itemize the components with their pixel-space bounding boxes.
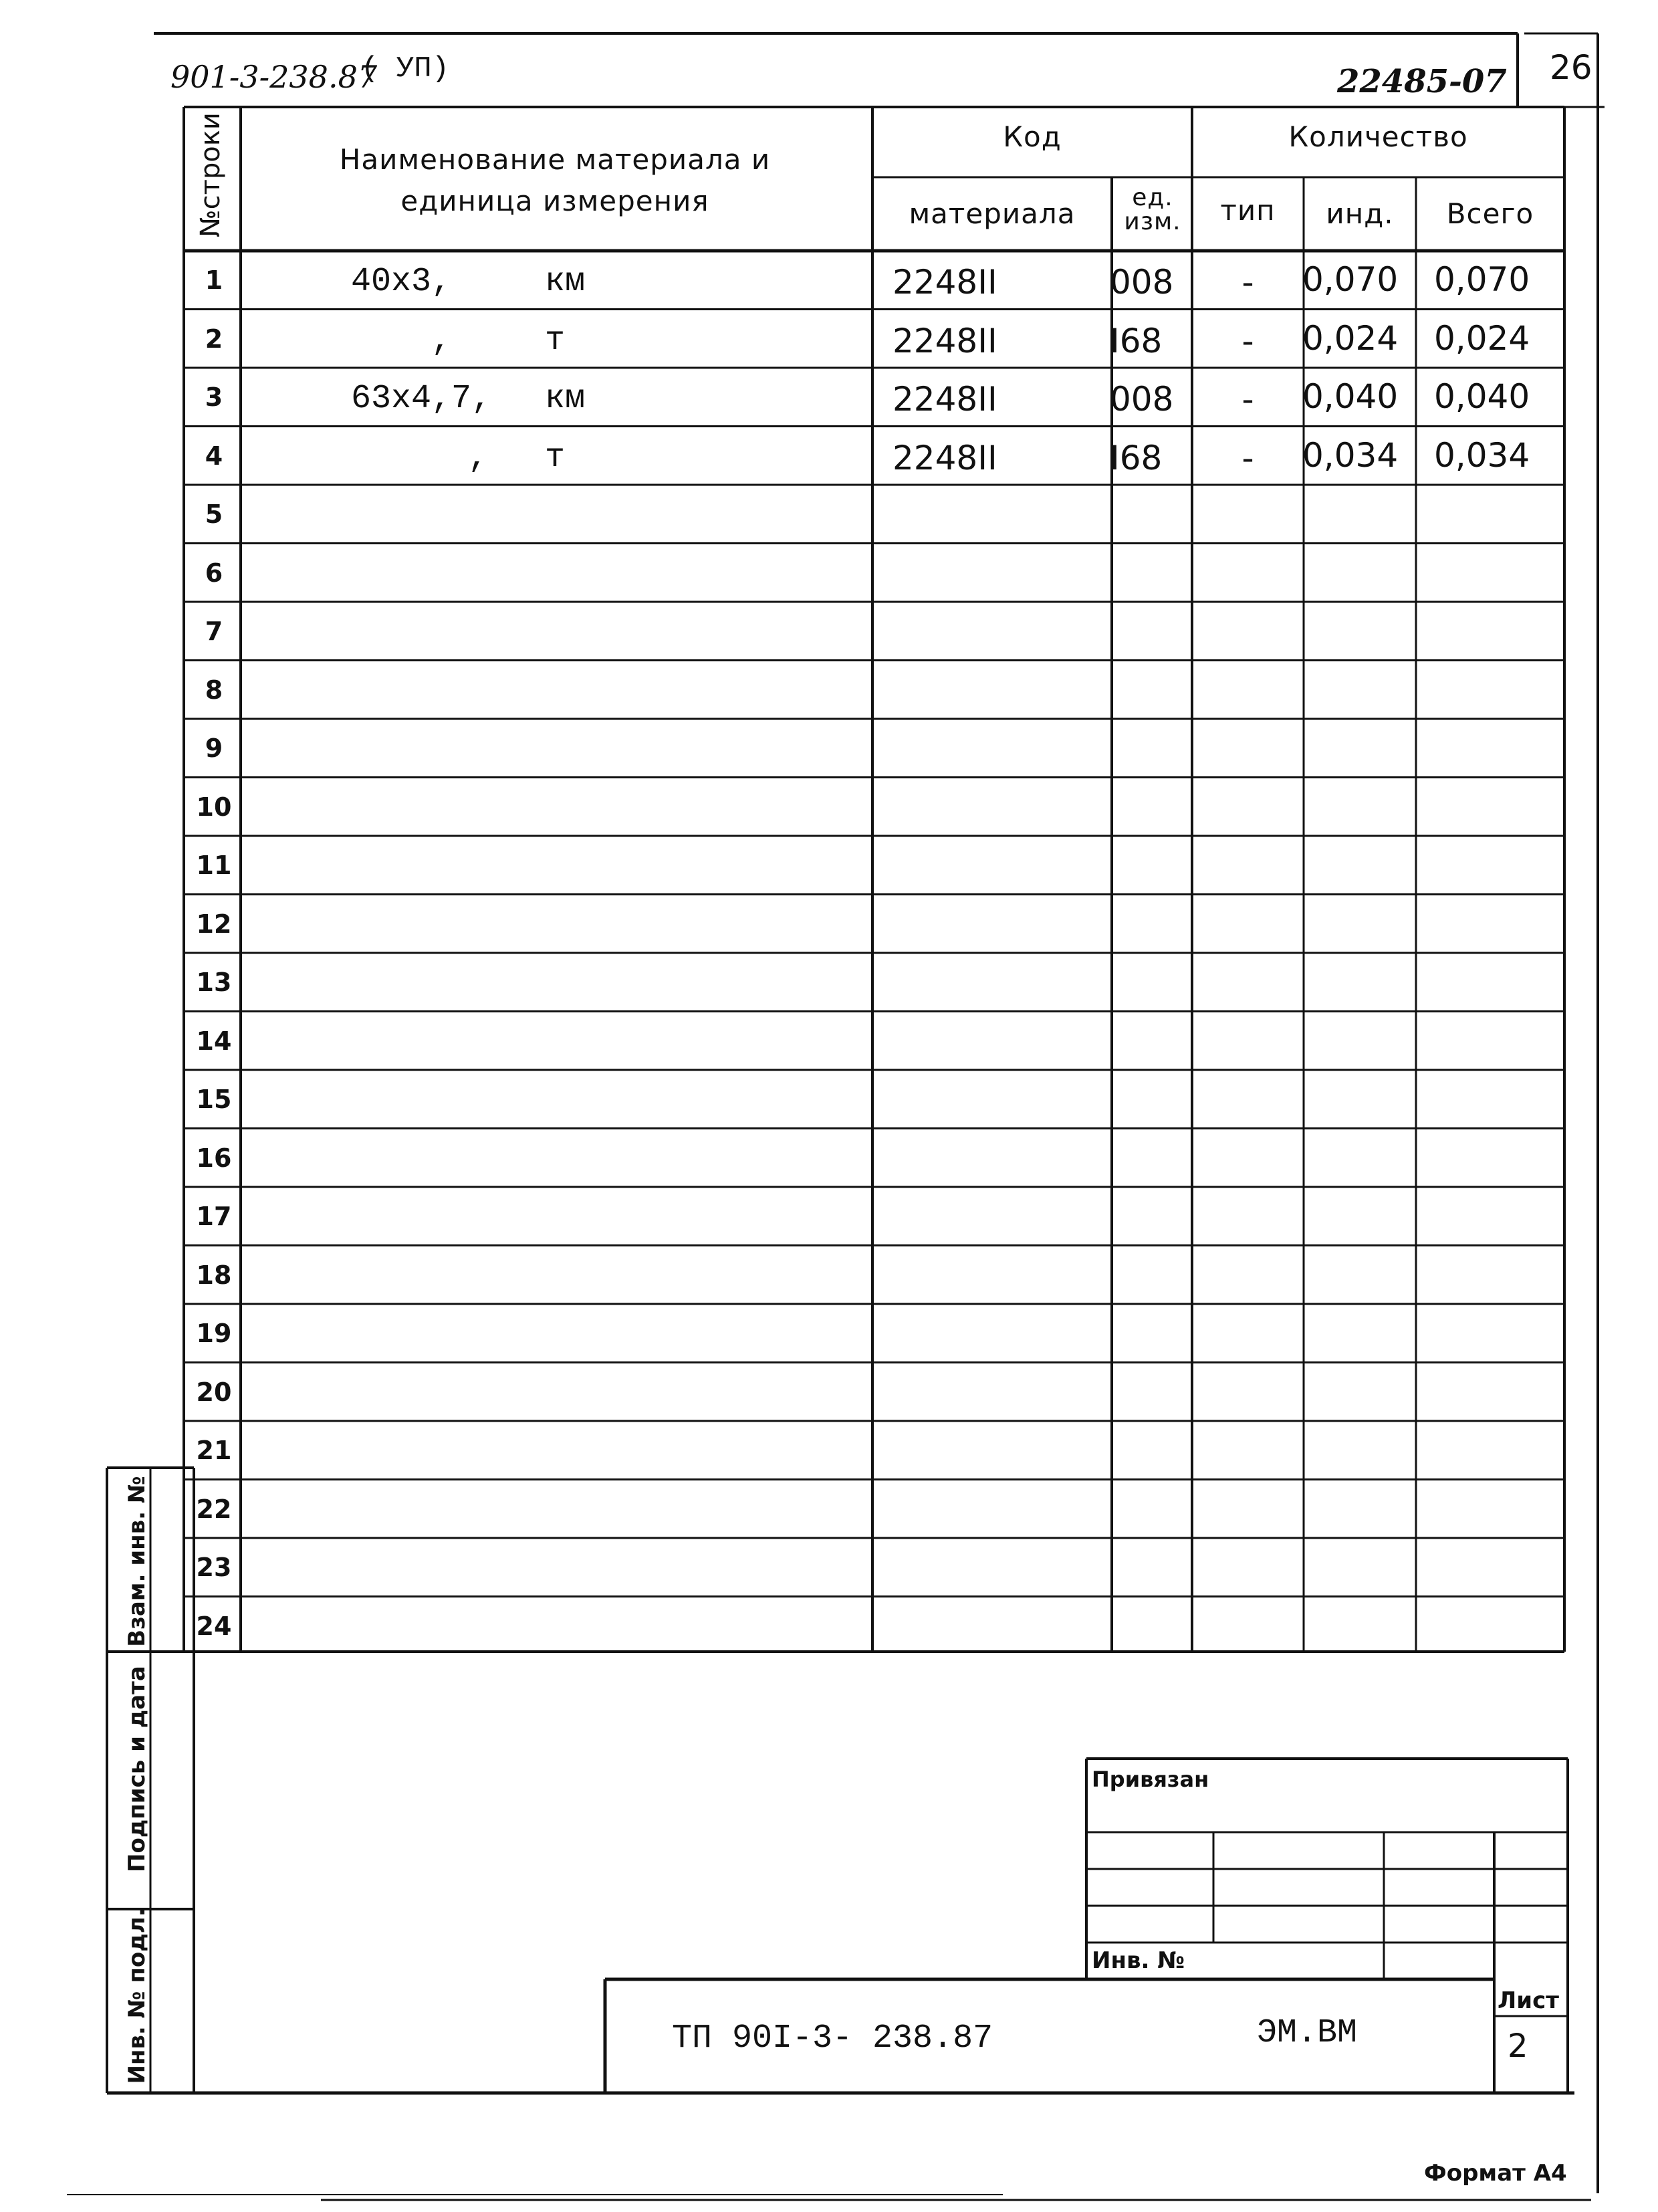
row-number: 11: [196, 851, 232, 880]
row-number: 1: [205, 265, 223, 295]
material-code: 2248II: [893, 380, 997, 419]
material-name: ,: [431, 321, 452, 360]
row-number: 9: [205, 734, 223, 763]
document-code: 901-3-238.87: [170, 59, 378, 95]
quantity-total: 0,070: [1434, 260, 1530, 299]
row-number-header: №строки: [195, 112, 226, 237]
row-number: 14: [196, 1026, 232, 1056]
quantity-individual: 0,040: [1302, 377, 1399, 416]
sheet-number: 2: [1508, 2027, 1528, 2065]
quantity-total: 0,024: [1434, 318, 1530, 358]
document-mark: ЭМ.ВМ: [1257, 2014, 1358, 2052]
individual-header: инд.: [1326, 197, 1394, 230]
material-code: 2248II: [893, 321, 997, 360]
row-number: 7: [205, 617, 223, 646]
row-number: 23: [196, 1553, 232, 1582]
quantity-individual: 0,070: [1302, 260, 1399, 299]
material-code: 2248II: [893, 263, 997, 302]
row-number: 8: [205, 675, 223, 705]
replacement-inventory-label: Взам. инв. №: [124, 1476, 150, 1647]
code-group-header: Код: [1003, 120, 1062, 153]
unit-label: км: [545, 380, 586, 418]
material-name: 40x3,: [351, 263, 452, 301]
total-header: Всего: [1446, 197, 1534, 230]
unit-code: I68: [1110, 438, 1163, 477]
unit-label: км: [545, 263, 586, 301]
row-number: 18: [196, 1260, 232, 1290]
quantity-total: 0,034: [1434, 435, 1530, 475]
quantity-type: -: [1241, 438, 1254, 477]
row-number: 24: [196, 1611, 232, 1641]
signature-date-label: Подпись и дата: [124, 1666, 150, 1872]
material-code-header: материала: [909, 197, 1076, 230]
row-number: 6: [205, 558, 223, 588]
row-number: 19: [196, 1319, 232, 1348]
row-number: 21: [196, 1436, 232, 1465]
row-number: 20: [196, 1377, 232, 1407]
paper-format: Формат А4: [1424, 2160, 1567, 2187]
material-name: ,: [468, 438, 489, 477]
quantity-individual: 0,024: [1302, 318, 1399, 358]
material-code: 2248II: [893, 438, 997, 477]
unit-code: 008: [1110, 380, 1174, 419]
material-name: 63x4,7,: [351, 380, 492, 418]
unit-label: т: [545, 321, 566, 360]
sheet-label: Лист: [1498, 1987, 1559, 2014]
quantity-type: -: [1241, 321, 1254, 360]
name-header: Наименование материала и единица измерения: [339, 143, 771, 217]
quantity-group-header: Количество: [1288, 120, 1468, 153]
row-number: 17: [196, 1202, 232, 1231]
row-number: 4: [205, 441, 223, 471]
original-inventory-label: Инв. № подл.: [124, 1908, 150, 2084]
row-number: 22: [196, 1494, 232, 1524]
row-number: 10: [196, 792, 232, 822]
inventory-code: 22485-07: [1337, 63, 1507, 100]
privyazan-label: Привязан: [1092, 1767, 1209, 1792]
inventory-number-label: Инв. №: [1092, 1947, 1185, 1974]
unit-code-header: ед. изм.: [1124, 184, 1181, 235]
row-number: 15: [196, 1085, 232, 1114]
row-number: 5: [205, 500, 223, 529]
row-number: 2: [205, 324, 223, 354]
unit-label: т: [545, 438, 566, 477]
quantity-total: 0,040: [1434, 377, 1530, 416]
page-number: 26: [1550, 48, 1592, 87]
unit-code: 008: [1110, 263, 1174, 302]
row-number: 12: [196, 909, 232, 939]
quantity-individual: 0,034: [1302, 435, 1399, 475]
unit-code: I68: [1110, 321, 1163, 360]
document-suffix: ( УП): [361, 52, 450, 86]
quantity-type: -: [1241, 263, 1254, 302]
quantity-type: -: [1241, 380, 1254, 419]
row-number: 3: [205, 382, 223, 412]
row-number: 16: [196, 1143, 232, 1173]
type-header: тип: [1220, 194, 1276, 227]
project-code: ТП 90I-3- 238.87: [672, 2019, 993, 2058]
row-number: 13: [196, 968, 232, 997]
